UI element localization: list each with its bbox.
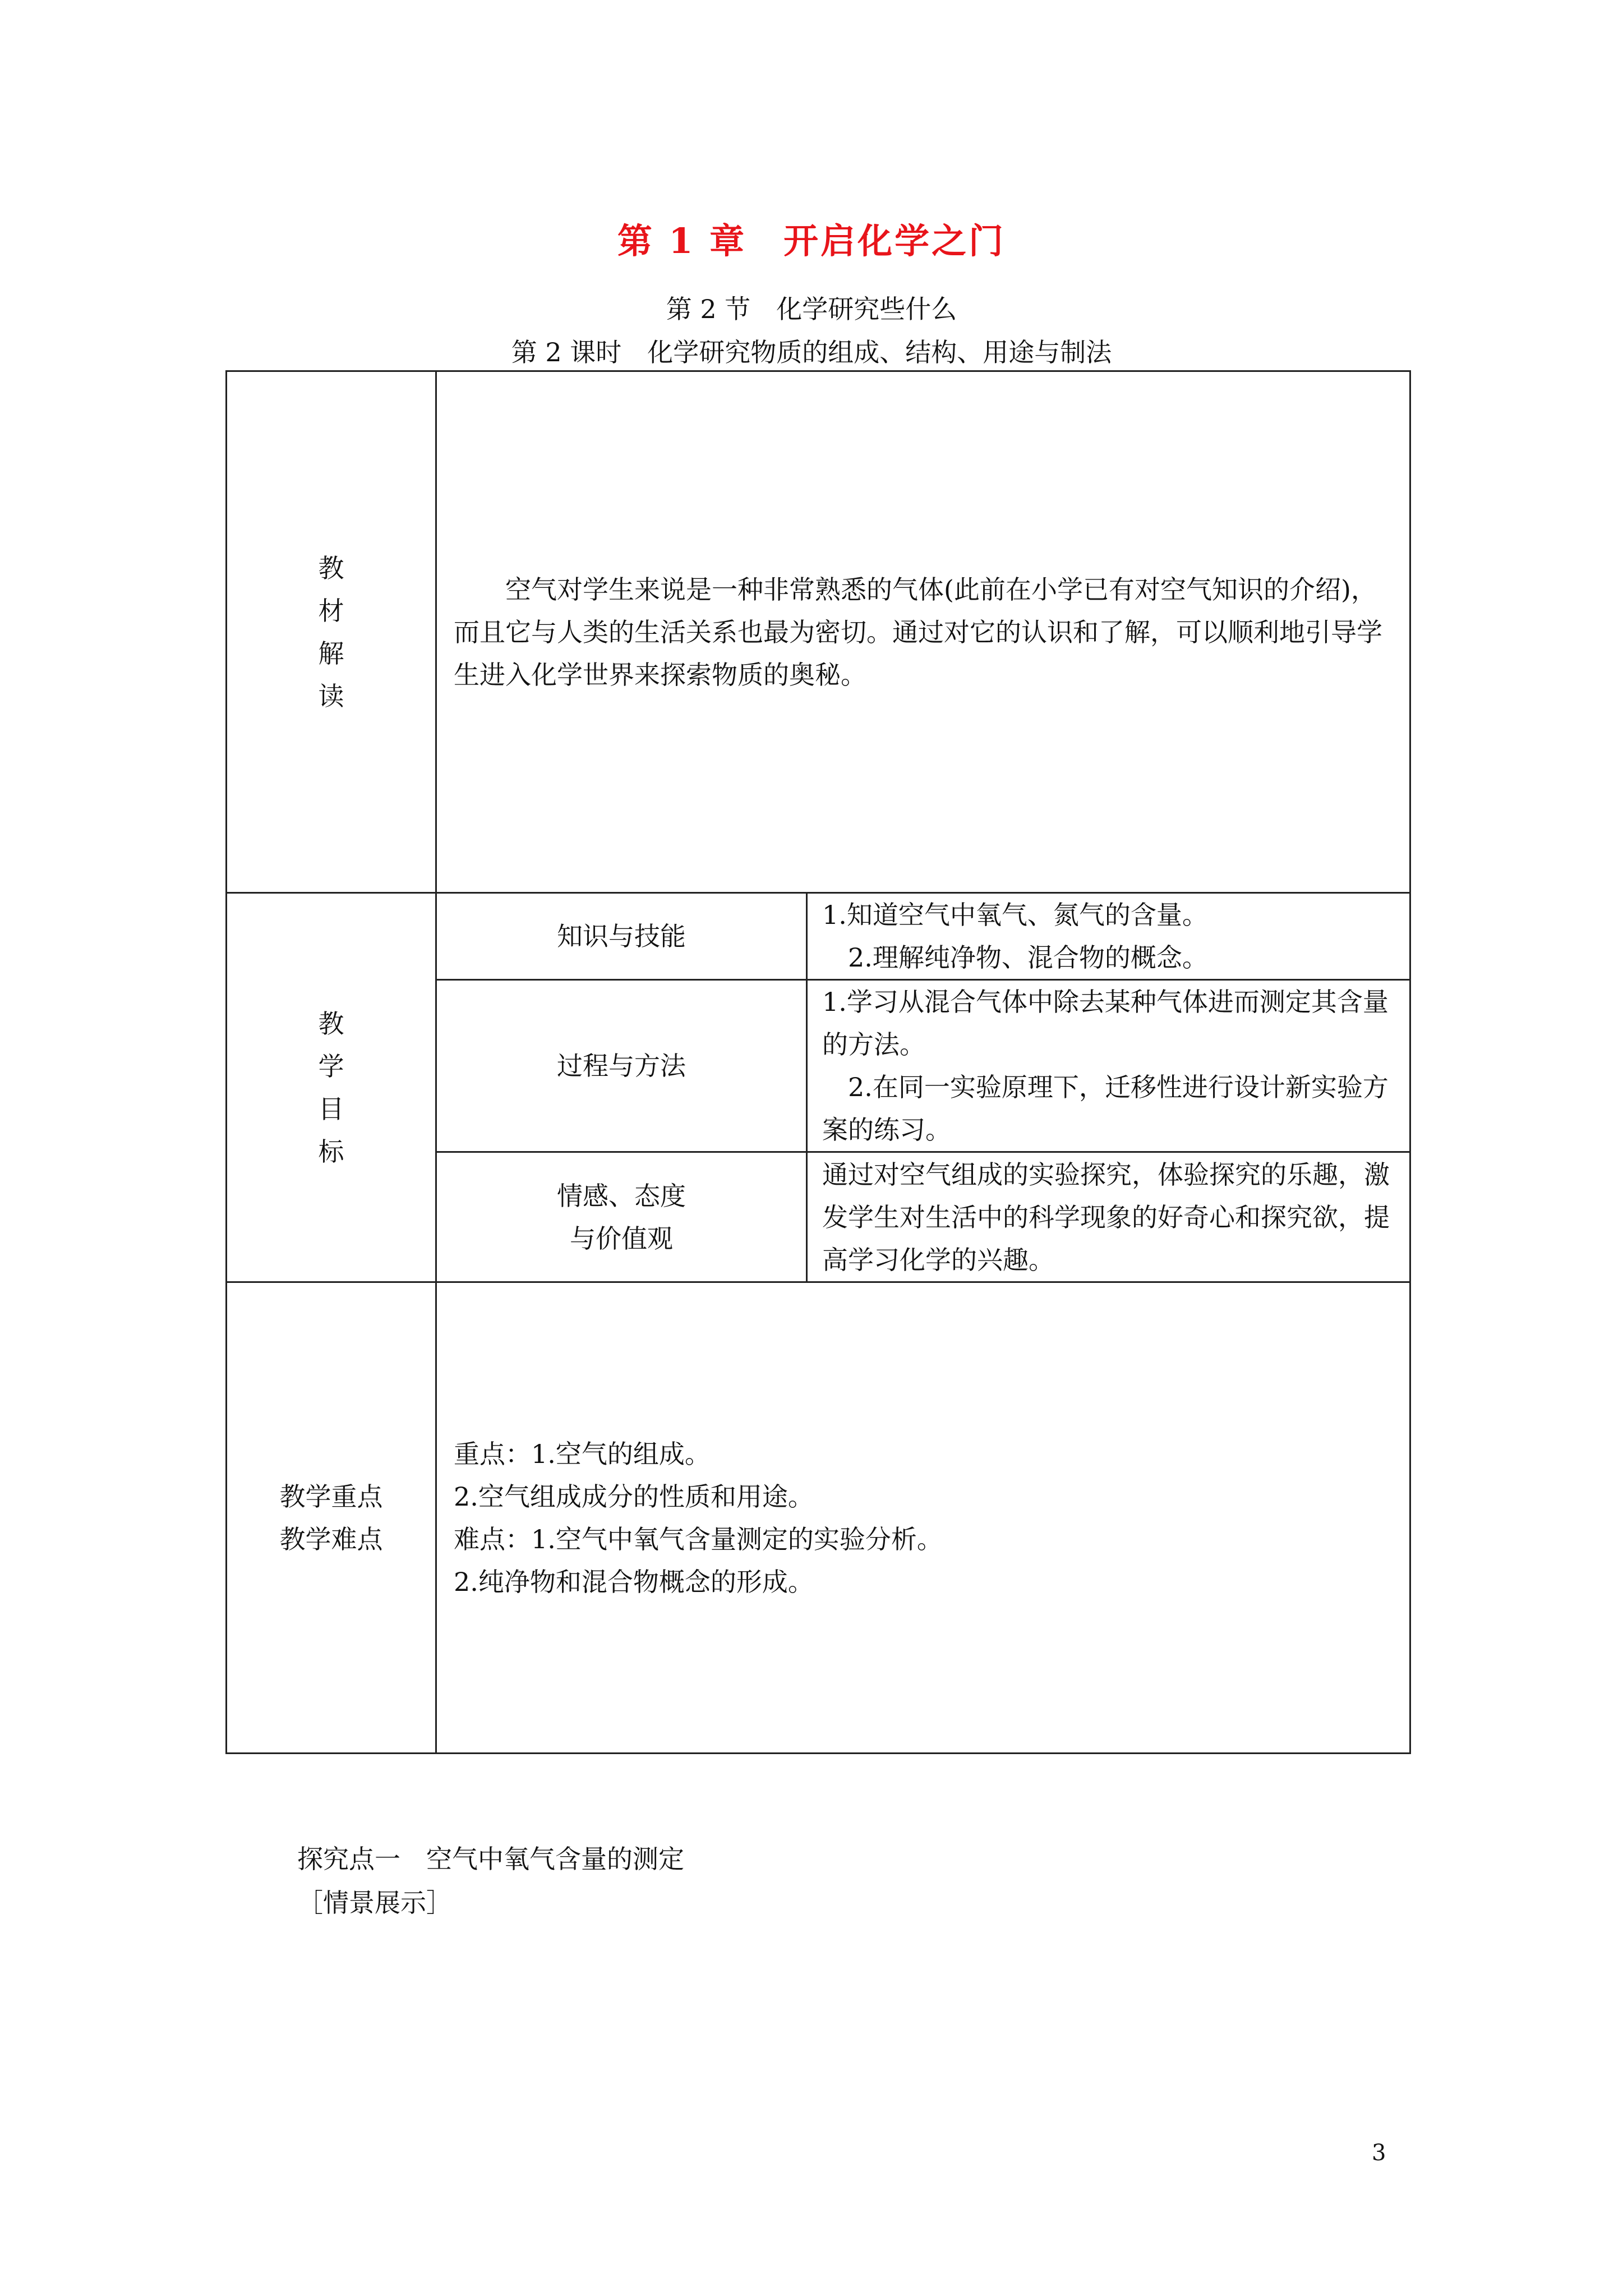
material-label [227,371,436,893]
focus-row [227,1282,1410,1754]
focus-line-4: 2.纯净物和混合物概念的形成。 [454,1566,814,1597]
knowledge-line-1: 1.知道空气中氧气、氮气的含量。 [822,900,1208,930]
material-row [227,371,1410,893]
focus-label-line-2: 教学难点 [279,1524,383,1554]
process-line-2: 2.在同一实验原理下，迁移性进行设计新实验方案的练习。 [822,1072,1389,1145]
goal-knowledge-row [227,893,1410,980]
emotion-content: 通过对空气组成的实验探究，体验探究的乐趣，激发学生对生活中的科学现象的好奇心和探究欲，提高学习化学的兴趣。 [807,1152,1410,1282]
chapter-title: 第 1 章 开启化学之门 [617,220,1006,261]
goals-label [227,893,436,1282]
process-label: 过程与方法 [436,980,807,1152]
explore-point-title: 探究点一 空气中氧气含量的测定 [297,1844,684,1874]
knowledge-line-2: 2.理解纯净物、混合物的概念。 [848,942,1208,973]
focus-line-1: 重点：1.空气的组成。 [454,1438,711,1469]
material-label-chars: 教 材 解 读 [318,553,344,711]
process-content [807,980,1410,1152]
section-title: 第 2 节 化学研究些什么 [666,294,957,324]
page-number: 3 [1372,2140,1386,2166]
material-text: 空气对学生来说是一种非常熟悉的气体(此前在小学已有对空气知识的介绍)，而且它与人类的生活关系也最为密切。通过对它的认识和了解，可以顺利地引导学生进入化学世界来探索物质的奥秘。 [436,371,1410,893]
lesson-title: 第 2 课时 化学研究物质的组成、结构、用途与制法 [511,337,1112,367]
focus-label [227,1282,436,1754]
knowledge-label: 知识与技能 [436,893,807,980]
lesson-plan-table [225,370,1411,1754]
emotion-label [436,1152,807,1282]
knowledge-content [807,893,1410,980]
focus-line-2: 2.空气组成成分的性质和用途。 [454,1481,814,1512]
emotion-label-line-1: 情感、态度 [557,1180,686,1211]
goals-label-chars: 教 学 目 标 [318,1008,344,1167]
focus-content [436,1282,1410,1754]
emotion-label-line-2: 与价值观 [570,1223,673,1254]
focus-line-3: 难点：1.空气中氧气含量测定的实验分析。 [454,1524,943,1554]
process-line-1: 1.学习从混合气体中除去某种气体进而测定其含量的方法。 [822,987,1389,1060]
focus-label-line-1: 教学重点 [279,1481,383,1512]
scene-label: ［情景展示］ [297,1888,452,1918]
